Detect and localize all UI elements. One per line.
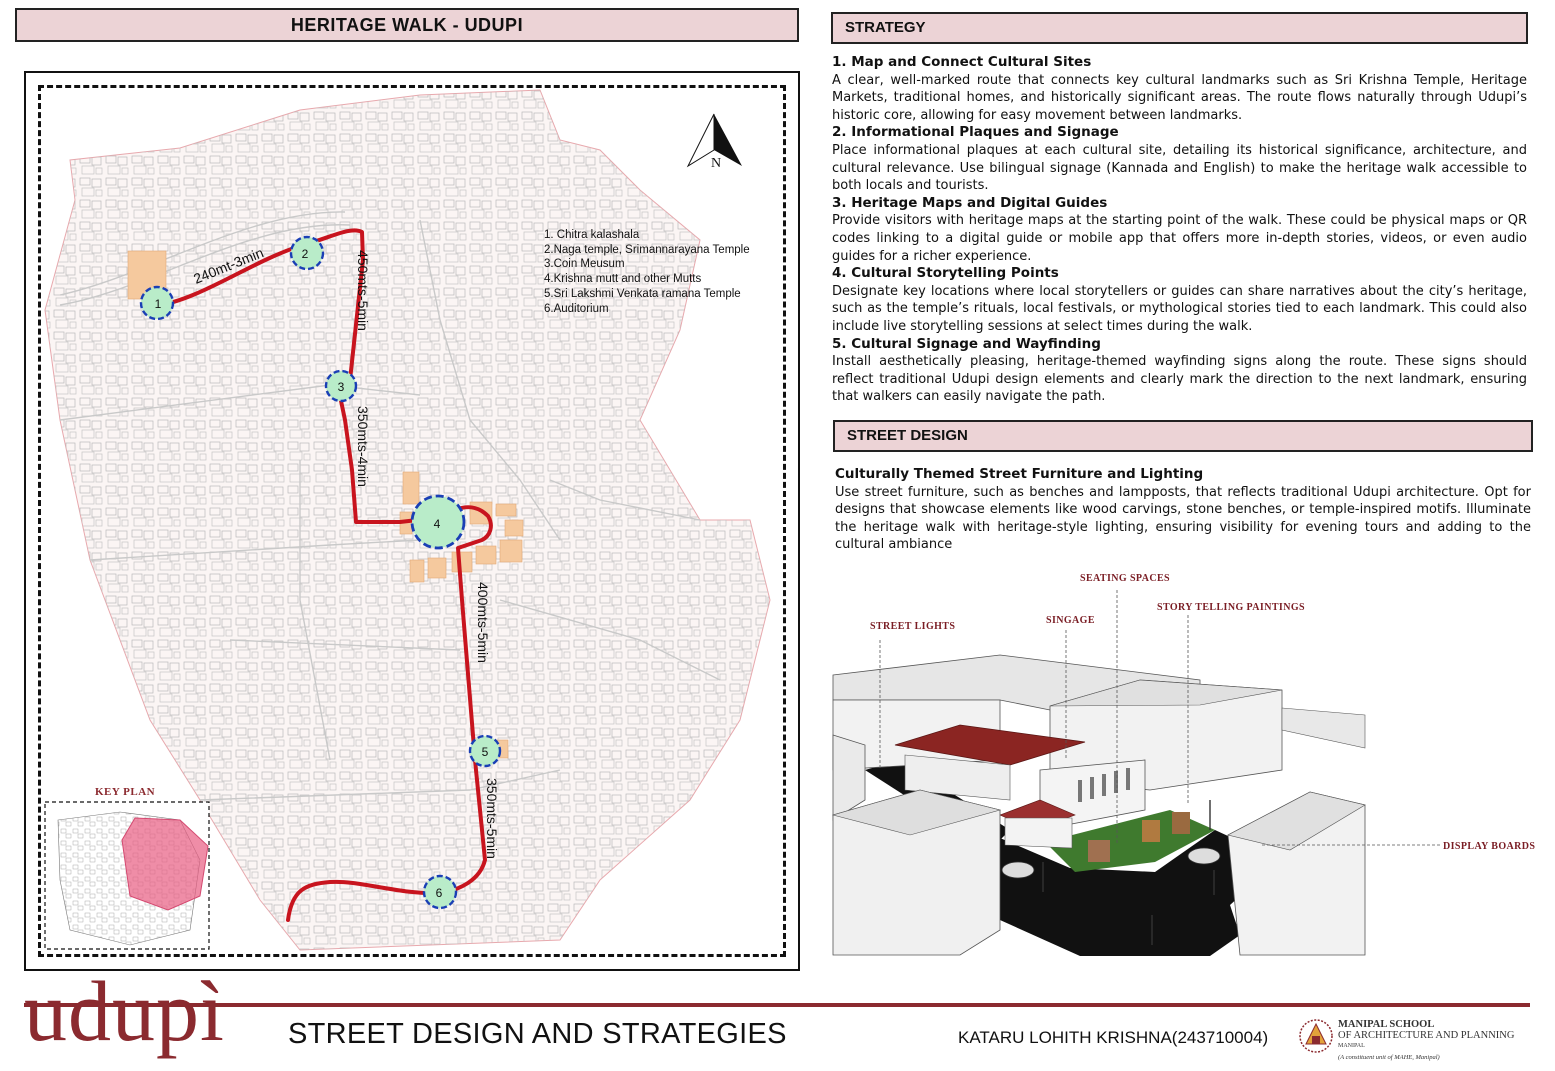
strategy-body-1: A clear, well-marked route that connects key cultural landmarks such as Sri Krishna Temple, Heritage Markets, traditional homes, and historically significant areas. The route flows naturally through Udupi’s historic core, allowing for easy movement between landmarks. [832,72,1527,123]
stop-2-label: 2 [301,247,309,261]
strategy-body-3: Provide visitors with heritage maps at the starting point of the walk. These could be physical maps or QR codes linking to a digital guide or mobile app that offers more in-depth stories, videos, or even audio guides for a richer experience. [832,213,1527,264]
sheet-title: STREET DESIGN AND STRATEGIES [288,1018,787,1050]
legend-item-2: 2.Naga temple, Srimannarayana Temple [544,243,750,256]
legend-item-5: 5.Sri Lakshmi Venkata ramana Temple [544,287,741,300]
street-design-heading: Culturally Themed Street Furniture and Lighting [835,466,1204,482]
udupi-logo: udupì [24,963,225,1059]
strategy-body-2: Place informational plaques at each cultural site, detailing its historical significance, architecture, and cultural relevance. Use bilingual signage (Kannada and English) to make the heritage walk accessible to both locals and tourists. [832,142,1527,194]
footer-divider [24,1003,1530,1007]
strategy-body-5: Install aesthetically pleasing, heritage-themed wayfinding signs along the route. These signs should reflect traditional Udupi design elements and clearly mark the direction to the next landmark, ensuring that walkers can easily navigate the path. [832,354,1527,405]
stop-1-label: 1 [154,297,162,311]
legend-item-3: 3.Coin Meusum [544,258,625,271]
strategy-heading-1: 1. Map and Connect Cultural Sites [832,54,1092,70]
route-label-4-5: 400mts-5min [475,582,491,663]
school-name-line1: MANIPAL SCHOOL [1338,1019,1435,1030]
stop-3-label: 3 [337,380,345,394]
strategy-list [832,54,1527,406]
callout-signage: SINGAGE [1046,615,1095,626]
stop-5-label: 5 [481,745,489,759]
strategy-heading-2: 2. Informational Plaques and Signage [832,124,1119,141]
strategy-heading-3: 3. Heritage Maps and Digital Guides [832,194,1108,211]
map-legend [544,228,750,316]
author-name: KATARU LOHITH KRISHNA(243710004) [958,1028,1269,1047]
strategy-heading-4: 4. Cultural Storytelling Points [832,265,1059,282]
route-label-1-2: 240mt-3min [191,244,266,287]
route-label-2-3: 450mts-5min [355,250,371,331]
school-name [1338,1019,1514,1063]
route-label-5-6: 350mts-5min [484,778,500,859]
callout-seating-spaces: SEATING SPACES [1080,573,1170,584]
street-design-text [835,466,1531,554]
north-arrow-icon [688,114,742,171]
street-design-body: Use street furniture, such as benches and lampposts, that reflects traditional Udupi architecture. Opt for designs that showcase elements like wood carvings, stone benches, or temple-inspired motifs. Illuminate the heritage walk with heritage-style lighting, ensuring visibility for evening tours and adding to the cultural ambiance [835,484,1531,553]
street-design-illustration [832,590,1440,956]
callout-display-boards: DISPLAY BOARDS [1443,841,1536,852]
strategy-heading-5: 5. Cultural Signage and Wayfinding [832,335,1101,352]
legend-item-1: 1. Chitra kalashala [544,229,640,241]
street-design-title: STREET DESIGN [833,420,1533,452]
key-plan-title: KEY PLAN [95,786,156,798]
school-name-line2: OF ARCHITECTURE AND PLANNING [1338,1030,1515,1041]
route-label-3-4: 350mts-4min [355,406,371,487]
legend-item-4: 4.Krishna mutt and other Mutts [544,273,702,286]
callout-street-lights: STREET LIGHTS [870,621,956,632]
school-emblem-icon [1298,1018,1334,1054]
north-label: N [710,156,722,171]
stop-4-label: 4 [433,517,441,531]
legend-item-6: 6.Auditorium [544,302,609,315]
school-name-line3: MANIPAL [1338,1043,1365,1049]
strategy-body-4: Designate key locations where local storytellers or guides can share narratives about the city’s heritage, such as the temple’s rituals, local festivals, or mythological stories tied to each landmark. This could also include live storytelling sessions at select times during the walk. [832,283,1527,334]
stop-6-label: 6 [435,886,443,900]
strategy-title: STRATEGY [831,12,1528,44]
heritage-walk-title: HERITAGE WALK - UDUPI [15,8,799,42]
callout-story-telling-paintings: STORY TELLING PAINTINGS [1157,602,1305,613]
school-name-line4: (A constituent unit of MAHE, Manipal) [1338,1054,1440,1061]
